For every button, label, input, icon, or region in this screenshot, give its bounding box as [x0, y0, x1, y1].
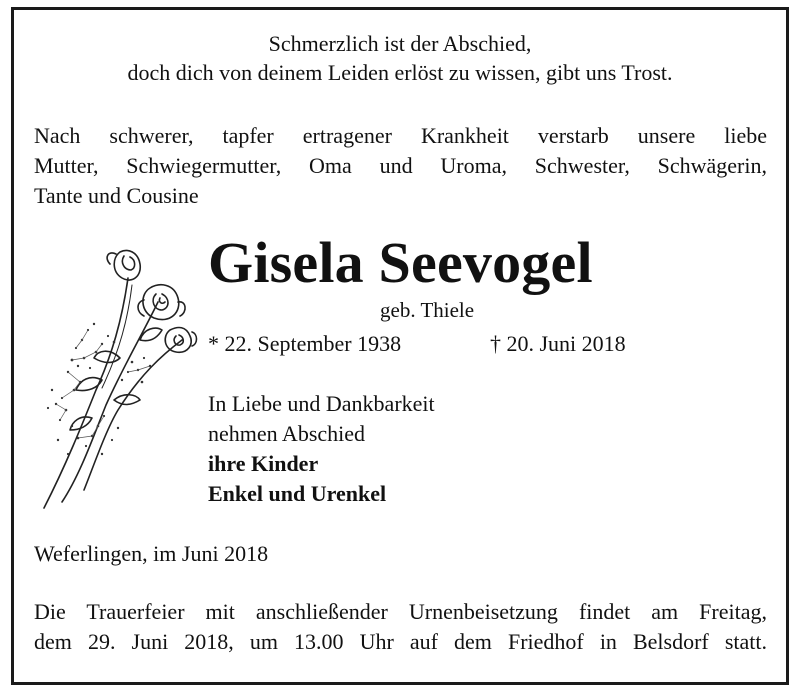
death-date: † 20. Juni 2018: [490, 331, 626, 356]
funeral-notice: [34, 597, 767, 657]
intro-line-1: Nach schwerer, tapfer ertragener Krankheit verstarb unsere liebe: [34, 123, 767, 148]
intro-line-3: Tante und Cousine: [34, 183, 199, 208]
funeral-line-1: Die Trauerfeier mit anschließender Urnenbeisetzung findet am Freitag,: [34, 599, 767, 624]
mourners-line-2: nehmen Abschied: [208, 421, 366, 446]
rose-illustration-icon: [32, 240, 202, 515]
mourners-grandchildren: Enkel und Urenkel: [208, 481, 387, 506]
intro-text: [34, 121, 767, 211]
motto: [0, 29, 800, 87]
motto-line-2: doch dich von deinem Leiden erlöst zu wissen, gibt uns Trost.: [127, 60, 673, 85]
motto-line-1: Schmerzlich ist der Abschied,: [268, 31, 532, 56]
birth-date: * 22. September 1938: [208, 331, 402, 356]
place-date: Weferlingen, im Juni 2018: [34, 541, 269, 566]
funeral-line-2: dem 29. Juni 2018, um 13.00 Uhr auf dem Friedhof in Belsdorf statt.: [34, 629, 767, 654]
mourners-block: [208, 389, 435, 509]
mourners-children: ihre Kinder: [208, 451, 319, 476]
intro-line-2: Mutter, Schwiegermutter, Oma und Uroma, Schwester, Schwägerin,: [34, 153, 767, 178]
maiden-name: geb. Thiele: [380, 298, 475, 322]
mourners-line-1: In Liebe und Dankbarkeit: [208, 391, 435, 416]
deceased-name: Gisela Seevogel: [208, 230, 593, 295]
